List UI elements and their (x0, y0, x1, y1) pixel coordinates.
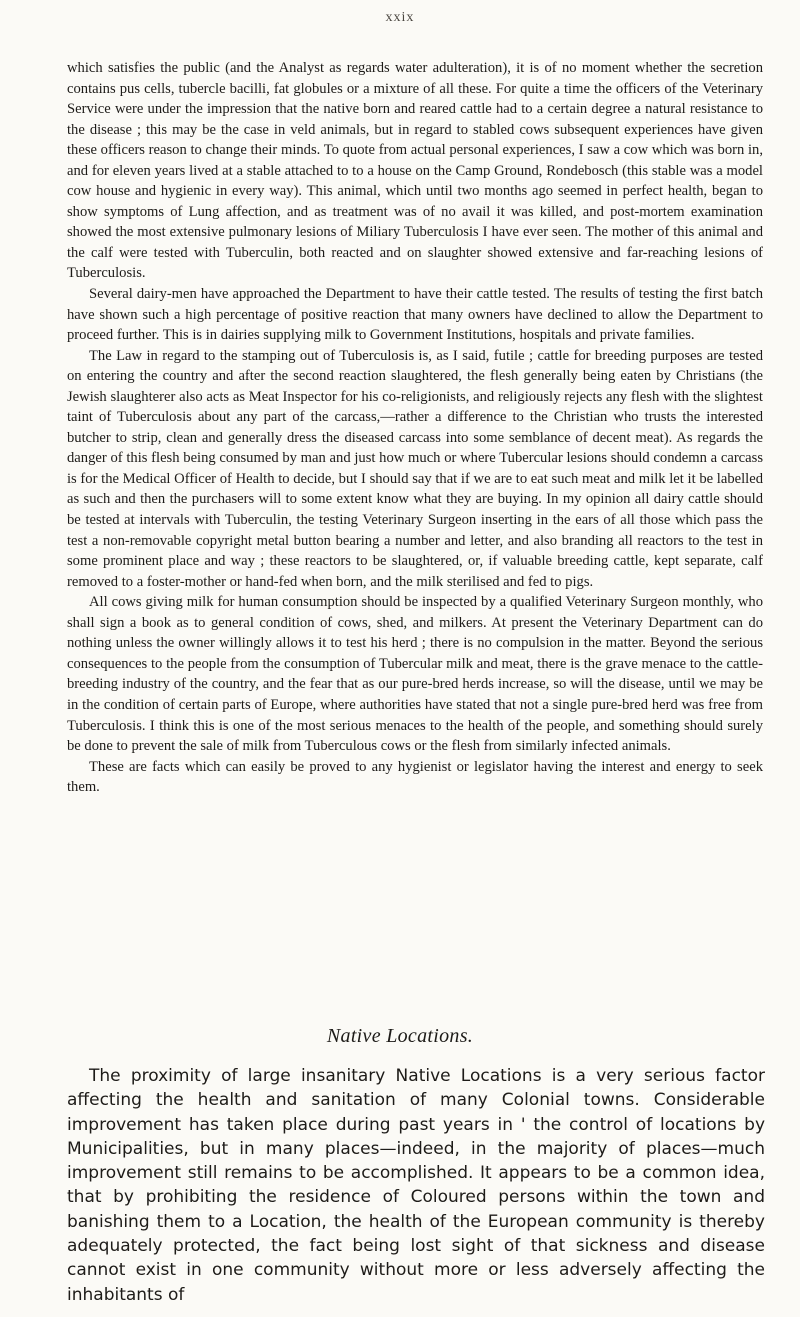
body-text-large (67, 1064, 765, 1307)
paragraph-facts-proved: These are facts which can easily be proved to any hygienist or legislator having the interest and energy to seek them. (67, 758, 763, 796)
paragraph-dairy-men: Several dairy-men have approached the Department to have their cattle tested. The results of testing the first batch have shown such a high percentage of positive reaction that many owners have declined to allow the Department to proceed further. This is in dairies supplying milk to Government Institutions, hospitals and private families. (67, 286, 763, 344)
paragraph-law-stamping-out: The Law in regard to the stamping out of Tuberculosis is, as I said, futile ; cattle for breeding purposes are tested on entering the country and after the second reaction slaughtered, the flesh generally being eaten by Christians (the Jewish slaughterer also acts as Meat Inspector for his co-religionists, and religiously rejects any flesh with the slightest taint of Tuberculosis about any part of the carcass,—rather a difference to the Christian who trusts the interested butcher to strip, clean and generally dress the diseased carcass into some semblance of decent meat). As regards the danger of this flesh being consumed by man and just how much or where Tubercular lesions should condemn a carcass is for the Medical Officer of Health to decide, but I should say that if we are to eat such meat and milk let it be labelled as such and then the purchasers will to some extent know what they are buying. In my opinion all dairy cattle should be tested at intervals with Tuberculin, the testing Veterinary Surgeon inserting in the ears of all those which pass the test a non-removable copyright metal button bearing a number and letter, and also branding all reactors to the test in some prominent place and way ; these reactors to be slaughtered, or, if valuable breeding cattle, kept separate, calf removed to a foster-mother or hand-fed when born, and the milk sterilised and fed to pigs. (67, 347, 763, 590)
paragraph-cow-inspection: All cows giving milk for human consumption should be inspected by a qualified Veterinary Surgeon monthly, who shall sign a book as to general condition of cows, shed, and milkers. At present the Veterinary Department can do nothing unless the owner willingly allows it to test his herd ; there is no compulsion in the matter. Beyond the serious consequences to the people from the consumption of Tubercular milk and meat, there is the grave menace to the cattle-breeding industry of the country, and the fear that as our pure-bred herds increase, so will the disease, until we may be in the condition of certain parts of Europe, where authorities have stated that not a single pure-bred herd was free from Tuberculosis. I think this is one of the most serious menaces to the health of the people, and something should surely be done to prevent the sale of milk from Tuberculous cows or the flesh from similarly infected animals. (67, 594, 763, 755)
section-heading-native-locations: Native Locations. (326, 1025, 474, 1047)
paragraph-tuberculin-cattle: which satisfies the public (and the Analyst as regards water adulteration), it is of no moment whether the secretion contains pus cells, tubercle bacilli, fat globules or a mixture of all these. For quite a time the officers of the Veterinary Service were under the impression that the native born and reared cattle had to a certain degree a natural resistance to the disease ; this may be the case in veld animals, but in regard to stabled cows subsequent experiences have given these officers reason to change their minds. To quote from actual personal experiences, I saw a cow which was born in, and for eleven years lived at a stable attached to to a house on the Camp Ground, Rondebosch (this stable was a model cow house and hygienic in every way). This animal, which until two months ago seemed in perfect health, began to show symptoms of Lung affection, and as treatment was of no avail it was killed, and post-mortem examination showed the most extensive pulmonary lesions of Miliary Tuberculosis I have ever seen. The mother of this animal and the calf were tested with Tuberculin, both reacted and on slaughter showed extensive and far-reaching lesions of Tuberculosis. (67, 60, 763, 282)
page-number: xxix (385, 10, 415, 25)
paragraph-native-locations: The proximity of large insanitary Native Locations is a very serious factor affecting the health and sanitation of many Colonial towns. Considerable improvement has taken place during past years in ' the control of locations by Municipalities, but in many places—indeed, in the majority of places—much improvement still remains to be accomplished. It appears to be a common idea, that by prohibiting the residence of Coloured persons within the town and banishing them to a Location, the health of the European community is thereby adequately protected, the fact being lost sight of that sickness and disease cannot exist in one community without more or less adversely affecting the inhabitants of (67, 1066, 765, 1305)
body-text-small (67, 58, 763, 798)
